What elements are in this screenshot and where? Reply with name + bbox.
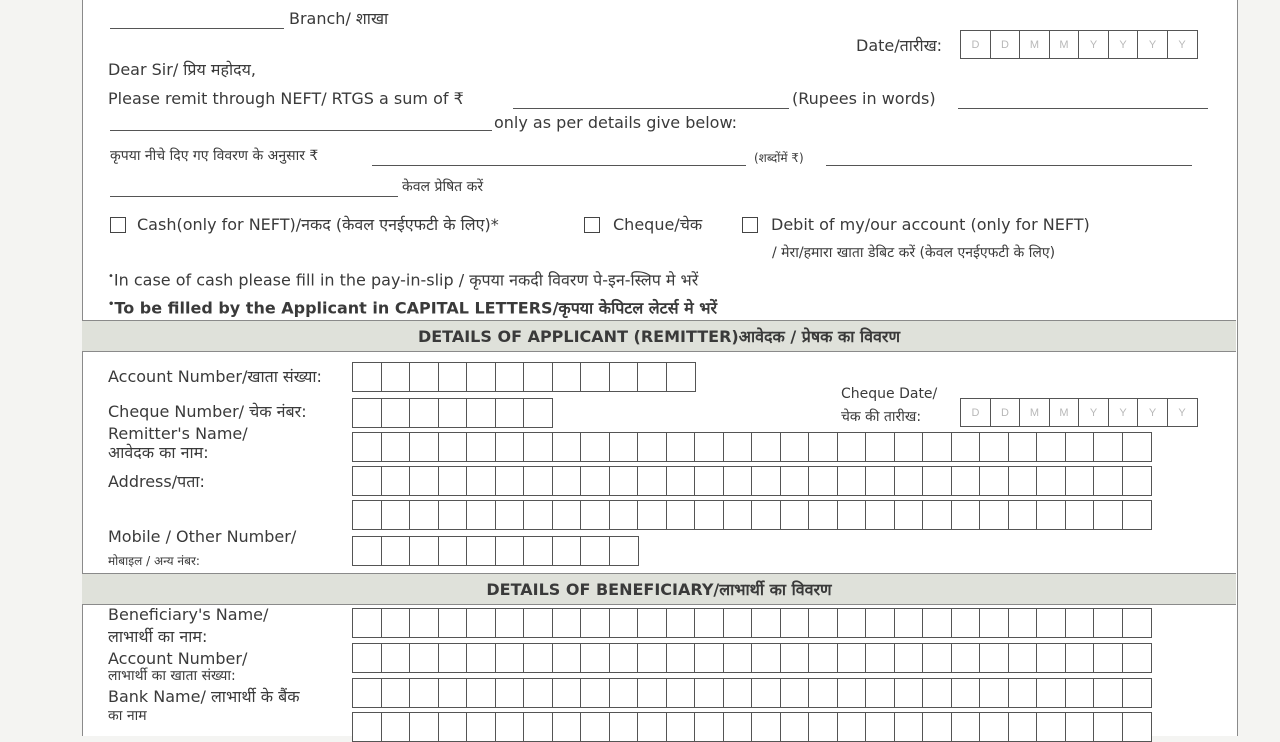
char-box[interactable] — [523, 398, 553, 428]
char-box[interactable] — [1122, 643, 1152, 673]
char-box[interactable] — [352, 536, 382, 566]
char-box[interactable] — [1036, 432, 1066, 462]
cheque-date-boxes[interactable] — [960, 398, 1198, 427]
char-box[interactable] — [466, 432, 496, 462]
char-box[interactable] — [495, 362, 525, 392]
debit-checkbox[interactable] — [742, 217, 758, 233]
char-box[interactable] — [808, 466, 838, 496]
char-box[interactable] — [637, 466, 667, 496]
char-box[interactable] — [637, 500, 667, 530]
char-box[interactable] — [466, 466, 496, 496]
char-box[interactable] — [381, 398, 411, 428]
cheque-date-label-2: चेक की तारीख: — [841, 409, 922, 425]
account-number-label: Account Number/खाता संख्या: — [108, 367, 322, 386]
char-box[interactable] — [865, 712, 895, 742]
capital-note-text: To be filled by the Applicant in CAPITAL LETTERS/कृपया केपिटल लेटर्स मे भरें — [114, 298, 718, 318]
char-box[interactable] — [466, 362, 496, 392]
char-box[interactable]: M — [1019, 398, 1050, 427]
char-box[interactable] — [438, 398, 468, 428]
char-box[interactable] — [523, 536, 553, 566]
char-box[interactable] — [808, 643, 838, 673]
char-box[interactable] — [951, 466, 981, 496]
char-box[interactable] — [438, 712, 468, 742]
char-box[interactable] — [723, 466, 753, 496]
char-box[interactable] — [580, 432, 610, 462]
char-box[interactable] — [409, 712, 439, 742]
char-box[interactable] — [1065, 432, 1095, 462]
char-box[interactable]: Y — [1108, 30, 1139, 59]
char-box[interactable] — [495, 712, 525, 742]
bank-name-boxes-2[interactable] — [352, 712, 1152, 742]
char-box[interactable] — [723, 432, 753, 462]
char-box[interactable] — [694, 466, 724, 496]
char-box[interactable] — [1036, 643, 1066, 673]
char-box[interactable] — [837, 712, 867, 742]
char-box[interactable] — [438, 362, 468, 392]
remitter-name-boxes[interactable] — [352, 432, 1152, 462]
char-box[interactable] — [637, 643, 667, 673]
char-box[interactable] — [780, 432, 810, 462]
branch-label: Branch/ शाखा — [289, 9, 389, 28]
debit-hindi-label: / मेरा/हमारा खाता डेबिट करें (केवल एनईएफटी के लिए) — [772, 245, 1056, 261]
char-box[interactable] — [666, 678, 696, 708]
char-box[interactable] — [951, 678, 981, 708]
amount-line[interactable] — [513, 108, 789, 109]
char-box[interactable] — [723, 712, 753, 742]
char-box[interactable] — [780, 500, 810, 530]
char-box[interactable] — [637, 362, 667, 392]
date-boxes[interactable] — [960, 30, 1198, 59]
char-box[interactable] — [495, 678, 525, 708]
char-box[interactable] — [438, 500, 468, 530]
char-box[interactable] — [609, 643, 639, 673]
char-box[interactable] — [894, 608, 924, 638]
char-box[interactable] — [580, 500, 610, 530]
char-box[interactable] — [409, 398, 439, 428]
char-box[interactable] — [808, 608, 838, 638]
char-box[interactable] — [1065, 643, 1095, 673]
char-box[interactable]: Y — [1108, 398, 1139, 427]
char-box[interactable] — [352, 678, 382, 708]
char-box[interactable] — [523, 712, 553, 742]
char-box[interactable] — [922, 608, 952, 638]
char-box[interactable] — [894, 643, 924, 673]
char-box[interactable] — [837, 678, 867, 708]
cash-word: Cash — [137, 215, 177, 234]
char-box[interactable] — [352, 466, 382, 496]
char-box[interactable] — [381, 608, 411, 638]
char-box[interactable]: Y — [1078, 30, 1109, 59]
char-box[interactable] — [1036, 608, 1066, 638]
char-box[interactable] — [1093, 712, 1123, 742]
char-box[interactable] — [694, 432, 724, 462]
char-box[interactable] — [751, 466, 781, 496]
char-box[interactable] — [580, 362, 610, 392]
char-box[interactable]: D — [990, 398, 1021, 427]
bank-name-label-1: Bank Name/ लाभार्थी के बैंक — [108, 687, 300, 706]
char-box[interactable] — [495, 500, 525, 530]
char-box[interactable]: D — [960, 30, 991, 59]
char-box[interactable] — [466, 712, 496, 742]
char-box[interactable] — [1036, 678, 1066, 708]
char-box[interactable] — [609, 712, 639, 742]
address-boxes-2[interactable] — [352, 500, 1152, 530]
char-box[interactable] — [922, 678, 952, 708]
bank-name-label-2: का नाम — [108, 708, 147, 724]
char-box[interactable] — [808, 712, 838, 742]
char-box[interactable] — [552, 608, 582, 638]
char-box[interactable] — [951, 432, 981, 462]
char-box[interactable] — [352, 398, 382, 428]
char-box[interactable]: Y — [1137, 30, 1168, 59]
char-box[interactable]: Y — [1137, 398, 1168, 427]
char-box[interactable] — [381, 643, 411, 673]
char-box[interactable] — [666, 608, 696, 638]
char-box[interactable] — [1122, 466, 1152, 496]
char-box[interactable] — [865, 466, 895, 496]
char-box[interactable] — [438, 643, 468, 673]
char-box[interactable] — [694, 608, 724, 638]
char-box[interactable] — [1036, 466, 1066, 496]
char-box[interactable] — [951, 608, 981, 638]
beneficiary-section-header: DETAILS OF BENEFICIARY/लाभार्थी का विवरण — [82, 573, 1236, 605]
char-box[interactable] — [865, 608, 895, 638]
cheque-number-label: Cheque Number/ चेक नंबर: — [108, 402, 307, 421]
char-box[interactable] — [922, 643, 952, 673]
char-box[interactable] — [495, 432, 525, 462]
char-box[interactable] — [780, 712, 810, 742]
char-box[interactable] — [409, 643, 439, 673]
char-box[interactable] — [1008, 466, 1038, 496]
char-box[interactable] — [808, 500, 838, 530]
char-box[interactable] — [381, 362, 411, 392]
char-box[interactable] — [1122, 678, 1152, 708]
char-box[interactable] — [723, 678, 753, 708]
char-box[interactable] — [609, 500, 639, 530]
char-box[interactable] — [1008, 678, 1038, 708]
char-box[interactable] — [694, 712, 724, 742]
char-box[interactable] — [409, 536, 439, 566]
char-box[interactable] — [552, 432, 582, 462]
char-box[interactable] — [865, 643, 895, 673]
beneficiary-account-boxes[interactable] — [352, 643, 1152, 673]
char-box[interactable] — [666, 466, 696, 496]
char-box[interactable] — [666, 432, 696, 462]
char-box[interactable] — [1122, 432, 1152, 462]
char-box[interactable] — [523, 466, 553, 496]
char-box[interactable] — [894, 432, 924, 462]
char-box[interactable]: M — [1019, 30, 1050, 59]
char-box[interactable] — [523, 432, 553, 462]
char-box[interactable] — [381, 432, 411, 462]
char-box[interactable] — [751, 643, 781, 673]
char-box[interactable] — [552, 500, 582, 530]
char-box[interactable]: M — [1049, 398, 1080, 427]
char-box[interactable] — [1065, 712, 1095, 742]
char-box[interactable] — [352, 500, 382, 530]
char-box[interactable] — [751, 432, 781, 462]
char-box[interactable] — [894, 712, 924, 742]
char-box[interactable] — [523, 500, 553, 530]
mobile-label-2: मोबाइल / अन्य नंबर: — [108, 554, 200, 568]
char-box[interactable] — [723, 608, 753, 638]
remit-text: Please remit through NEFT/ RTGS a sum of ₹ — [108, 89, 464, 108]
char-box[interactable] — [951, 643, 981, 673]
char-box[interactable] — [580, 608, 610, 638]
applicant-section-header: DETAILS OF APPLICANT (REMITTER)आवेदक / प्रेषक का विवरण — [82, 320, 1236, 352]
capital-note: •To be filled by the Applicant in CAPITAL LETTERS/कृपया केपिटल लेटर्स मे भरें — [108, 298, 718, 318]
address-label: Address/पता: — [108, 472, 205, 491]
char-box[interactable] — [922, 466, 952, 496]
char-box[interactable] — [837, 608, 867, 638]
char-box[interactable] — [979, 643, 1009, 673]
char-box[interactable] — [666, 362, 696, 392]
char-box[interactable] — [808, 432, 838, 462]
char-box[interactable] — [1008, 432, 1038, 462]
char-box[interactable] — [523, 643, 553, 673]
branch-line[interactable] — [110, 28, 284, 29]
char-box[interactable]: Y — [1167, 30, 1198, 59]
cheque-checkbox[interactable] — [584, 217, 600, 233]
char-box[interactable] — [1008, 643, 1038, 673]
char-box[interactable] — [466, 678, 496, 708]
mobile-boxes[interactable] — [352, 536, 639, 566]
char-box[interactable] — [1122, 608, 1152, 638]
cash-note-text: In case of cash please fill in the pay-in-slip / कृपया नकदी विवरण पे-इन-स्लिप मे भरें — [113, 270, 699, 290]
char-box[interactable] — [894, 500, 924, 530]
char-box[interactable] — [637, 678, 667, 708]
bank-name-boxes[interactable] — [352, 678, 1152, 708]
char-box[interactable] — [495, 536, 525, 566]
char-box[interactable] — [523, 678, 553, 708]
char-box[interactable] — [352, 432, 382, 462]
char-box[interactable] — [808, 678, 838, 708]
only-as-per-text: only as per details give below: — [494, 113, 738, 132]
char-box[interactable] — [609, 608, 639, 638]
cash-checkbox[interactable] — [110, 217, 126, 233]
char-box[interactable] — [609, 536, 639, 566]
char-box[interactable] — [523, 608, 553, 638]
char-box[interactable] — [409, 678, 439, 708]
char-box[interactable] — [352, 643, 382, 673]
char-box[interactable] — [865, 500, 895, 530]
char-box[interactable] — [466, 398, 496, 428]
cash-rest: (only for NEFT)/नकद (केवल एनईएफटी के लिए)* — [176, 215, 499, 234]
char-box[interactable] — [409, 362, 439, 392]
char-box[interactable] — [1008, 500, 1038, 530]
char-box[interactable] — [438, 608, 468, 638]
hindi-only-text: केवल प्रेषित करें — [402, 179, 484, 195]
char-box[interactable] — [1093, 466, 1123, 496]
char-box[interactable] — [580, 466, 610, 496]
char-box[interactable] — [466, 536, 496, 566]
char-box[interactable] — [637, 712, 667, 742]
address-boxes-1[interactable] — [352, 466, 1152, 496]
char-box[interactable] — [865, 678, 895, 708]
char-box[interactable] — [523, 362, 553, 392]
char-box[interactable] — [780, 466, 810, 496]
cheque-label: Cheque/चेक — [613, 215, 703, 234]
char-box[interactable] — [637, 432, 667, 462]
char-box[interactable] — [438, 466, 468, 496]
char-box[interactable] — [552, 678, 582, 708]
char-box[interactable] — [922, 712, 952, 742]
hindi-remit-text: कृपया नीचे दिए गए विवरण के अनुसार ₹ — [110, 148, 319, 164]
char-box[interactable] — [552, 362, 582, 392]
char-box[interactable] — [922, 500, 952, 530]
char-box[interactable] — [495, 608, 525, 638]
cash-label — [137, 215, 499, 235]
char-box[interactable] — [837, 432, 867, 462]
char-box[interactable] — [1093, 643, 1123, 673]
char-box[interactable] — [951, 500, 981, 530]
char-box[interactable] — [352, 608, 382, 638]
char-box[interactable] — [780, 608, 810, 638]
char-box[interactable] — [637, 608, 667, 638]
char-box[interactable] — [381, 536, 411, 566]
char-box[interactable] — [1093, 500, 1123, 530]
char-box[interactable] — [466, 608, 496, 638]
hindi-words-label: (शब्दोंमें ₹) — [754, 151, 804, 165]
char-box[interactable] — [979, 500, 1009, 530]
char-box[interactable]: Y — [1078, 398, 1109, 427]
char-box[interactable]: D — [990, 30, 1021, 59]
beneficiary-name-label-2: लाभार्थी का नाम: — [108, 627, 208, 646]
words-line-2[interactable] — [110, 130, 492, 131]
char-box[interactable] — [1008, 712, 1038, 742]
char-box[interactable] — [1093, 608, 1123, 638]
char-box[interactable] — [495, 466, 525, 496]
char-box[interactable] — [979, 712, 1009, 742]
char-box[interactable] — [751, 608, 781, 638]
char-box[interactable] — [438, 678, 468, 708]
char-box[interactable] — [438, 432, 468, 462]
char-box[interactable] — [409, 608, 439, 638]
char-box[interactable] — [580, 712, 610, 742]
char-box[interactable] — [666, 500, 696, 530]
char-box[interactable] — [352, 362, 382, 392]
char-box[interactable] — [1065, 678, 1095, 708]
char-box[interactable] — [438, 536, 468, 566]
char-box[interactable] — [466, 500, 496, 530]
char-box[interactable] — [1008, 608, 1038, 638]
char-box[interactable] — [1065, 608, 1095, 638]
char-box[interactable] — [837, 466, 867, 496]
char-box[interactable] — [979, 608, 1009, 638]
char-box[interactable]: Y — [1167, 398, 1198, 427]
char-box[interactable] — [723, 643, 753, 673]
hindi-words-line-2[interactable] — [110, 196, 398, 197]
date-label: Date/तारीख: — [856, 36, 943, 55]
char-box[interactable] — [780, 643, 810, 673]
char-box[interactable] — [552, 643, 582, 673]
beneficiary-name-boxes[interactable] — [352, 608, 1152, 638]
char-box[interactable] — [694, 678, 724, 708]
remitter-name-label-1: Remitter's Name/ — [108, 424, 248, 443]
char-box[interactable] — [580, 536, 610, 566]
char-box[interactable] — [865, 432, 895, 462]
cheque-date-label-1: Cheque Date/ — [841, 386, 938, 402]
rupees-in-words-label: (Rupees in words) — [792, 89, 936, 108]
char-box[interactable] — [495, 643, 525, 673]
char-box[interactable] — [694, 500, 724, 530]
char-box[interactable] — [381, 500, 411, 530]
char-box[interactable] — [1093, 678, 1123, 708]
char-box[interactable] — [1036, 712, 1066, 742]
words-line-1[interactable] — [958, 108, 1208, 109]
char-box[interactable] — [409, 432, 439, 462]
char-box[interactable] — [552, 466, 582, 496]
char-box[interactable] — [552, 536, 582, 566]
char-box[interactable] — [951, 712, 981, 742]
beneficiary-account-label-1: Account Number/ — [108, 649, 248, 668]
debit-label: Debit of my/our account (only for NEFT) — [771, 215, 1090, 234]
char-box[interactable] — [609, 362, 639, 392]
char-box[interactable] — [409, 466, 439, 496]
char-box[interactable] — [1122, 712, 1152, 742]
char-box[interactable] — [609, 466, 639, 496]
cheque-number-boxes[interactable] — [352, 398, 553, 428]
char-box[interactable] — [609, 432, 639, 462]
char-box[interactable] — [609, 678, 639, 708]
char-box[interactable] — [979, 466, 1009, 496]
char-box[interactable] — [381, 678, 411, 708]
char-box[interactable] — [751, 712, 781, 742]
char-box[interactable] — [1093, 432, 1123, 462]
char-box[interactable] — [979, 432, 1009, 462]
hindi-amount-line[interactable] — [372, 165, 746, 166]
char-box[interactable] — [666, 712, 696, 742]
char-box[interactable] — [381, 712, 411, 742]
char-box[interactable] — [1122, 500, 1152, 530]
remitter-name-label-2: आवेदक का नाम: — [108, 443, 209, 462]
char-box[interactable] — [837, 500, 867, 530]
char-box[interactable] — [894, 678, 924, 708]
char-box[interactable] — [409, 500, 439, 530]
char-box[interactable] — [466, 643, 496, 673]
char-box[interactable] — [751, 678, 781, 708]
beneficiary-name-label-1: Beneficiary's Name/ — [108, 605, 269, 624]
char-box[interactable] — [979, 678, 1009, 708]
account-number-boxes[interactable] — [352, 362, 696, 392]
char-box[interactable] — [780, 678, 810, 708]
char-box[interactable] — [751, 500, 781, 530]
char-box[interactable] — [381, 466, 411, 496]
char-box[interactable] — [666, 643, 696, 673]
char-box[interactable]: D — [960, 398, 991, 427]
char-box[interactable] — [694, 643, 724, 673]
char-box[interactable] — [495, 398, 525, 428]
char-box[interactable] — [1036, 500, 1066, 530]
salutation: Dear Sir/ प्रिय महोदय, — [108, 60, 256, 79]
beneficiary-account-label-2: लाभार्थी का खाता संख्या: — [108, 668, 236, 684]
cash-note: •In case of cash please fill in the pay-in-slip / कृपया नकदी विवरण पे-इन-स्लिप मे भरें — [108, 270, 699, 290]
char-box[interactable] — [922, 432, 952, 462]
char-box[interactable] — [1065, 466, 1095, 496]
char-box[interactable] — [723, 500, 753, 530]
char-box[interactable] — [580, 678, 610, 708]
char-box[interactable] — [352, 712, 382, 742]
char-box[interactable] — [580, 643, 610, 673]
char-box[interactable] — [894, 466, 924, 496]
hindi-words-line[interactable] — [826, 165, 1192, 166]
mobile-label-1: Mobile / Other Number/ — [108, 527, 297, 546]
char-box[interactable] — [1065, 500, 1095, 530]
char-box[interactable] — [552, 712, 582, 742]
char-box[interactable]: M — [1049, 30, 1080, 59]
char-box[interactable] — [837, 643, 867, 673]
